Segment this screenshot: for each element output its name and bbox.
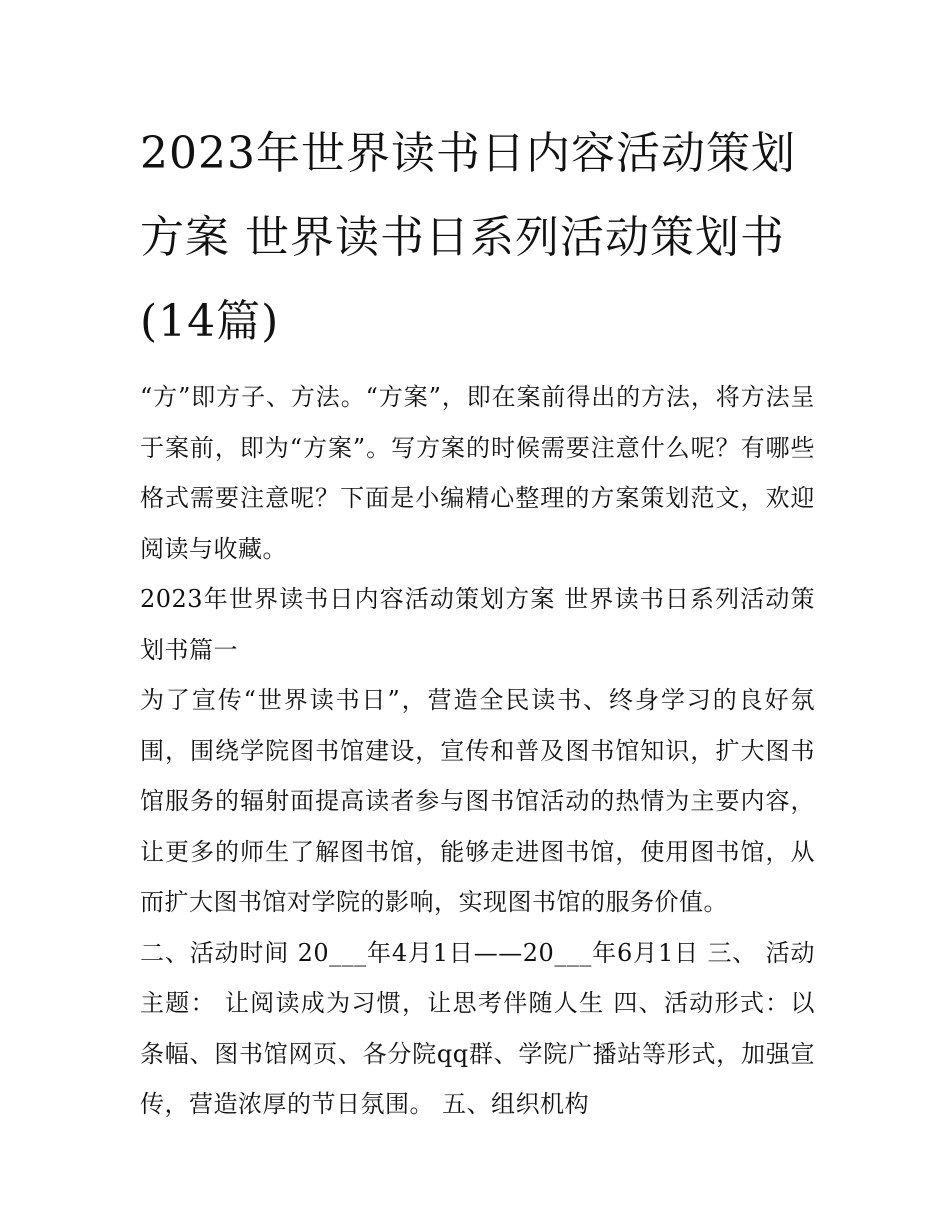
document-page (140, 112, 815, 1130)
purpose-paragraph: 为了宣传“世界读书日”，营造全民读书、终身学习的良好氛围，围绕学院图书馆建设，宣传和普及图书馆知识，扩大图书馆服务的辐射面提高读者参与图书馆活动的热情为主要内容，让更多的师生了解图书馆，能够走进图书馆，使用图书馆，从而扩大图书馆对学院的影响，实现图书馆的服务价值。 (140, 686, 815, 916)
activity-details-paragraph: 二、活动时间 20___年4月1日——20___年6月1日 三、 活动主题： 让阅读成为习惯，让思考伴随人生 四、活动形式：以条幅、图书馆网页、各分院qq群、学院广播站等形式，加强宣传，营造浓厚的节日氛围。 五、组织机构 (140, 938, 815, 1118)
intro-paragraph: “方”即方子、方法。“方案”，即在案前得出的方法，将方法呈于案前，即为“方案”。写方案的时候需要注意什么呢？有哪些格式需要注意呢？下面是小编精心整理的方案策划范文，欢迎阅读与收藏。 (140, 383, 815, 563)
section-heading: 2023年世界读书日内容活动策划方案 世界读书日系列活动策划书篇一 (140, 585, 815, 664)
document-title: 2023年世界读书日内容活动策划方案 世界读书日系列活动策划书(14篇) (140, 128, 796, 347)
